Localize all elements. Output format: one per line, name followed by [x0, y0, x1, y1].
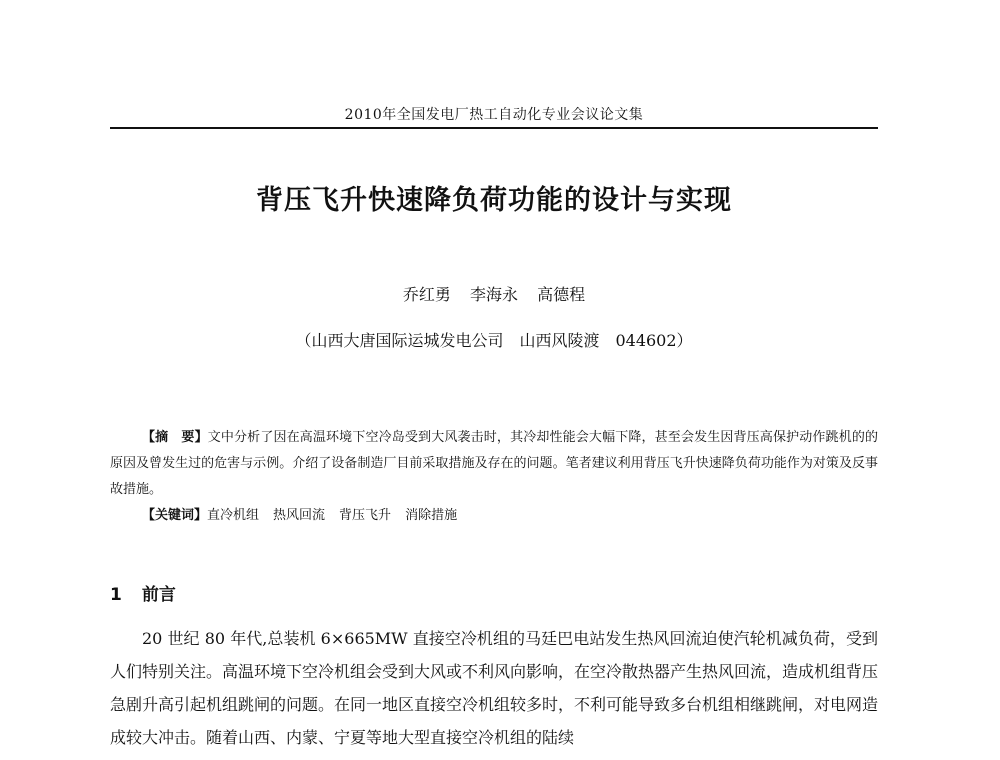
running-header: 2010年全国发电厂热工自动化专业会议论文集 — [344, 107, 644, 123]
keyword: 直冷机组 — [207, 508, 260, 523]
affiliation: （山西大唐国际运城发电公司 山西风陵渡 044602） — [295, 331, 693, 350]
author-list — [110, 282, 878, 305]
keyword: 消除措施 — [405, 508, 458, 523]
abstract-block — [110, 425, 878, 529]
keyword: 热风回流 — [273, 508, 326, 523]
paper-title: 背压飞升快速降负荷功能的设计与实现 — [256, 185, 732, 216]
abstract-text: 文中分析了因在高温环境下空冷岛受到大风袭击时，其冷却性能会大幅下降，甚至会发生因背压高保护动作跳机的的原因及曾发生过的危害与示例。介绍了设备制造厂目前采取措施及存在的问题。笔者建议利用背压飞升快速降负荷功能作为对策及反事故措施。 — [110, 430, 878, 497]
keywords-label: 【关键词】 — [142, 508, 208, 523]
section-number: 1 — [110, 585, 122, 605]
keywords — [110, 503, 878, 529]
author-name: 李海永 — [469, 285, 518, 304]
section-heading — [110, 580, 176, 605]
author-name: 高德程 — [537, 285, 586, 304]
author-name: 乔红勇 — [402, 285, 451, 304]
keyword: 背压飞升 — [339, 508, 392, 523]
abstract-label: 【摘 要】 — [142, 430, 208, 445]
body-paragraph: 20 世纪 80 年代,总装机 6×665MW 直接空冷机组的马廷巴电站发生热风回流迫使汽轮机减负荷，受到人们特别关注。高温环境下空冷机组会受到大风或不利风向影响，在空冷散热器产生热风回流，造成机组背压急剧升高引起机组跳闸的问题。在同一地区直接空冷机组较多时，不利可能导致多台机组相继跳闸，对电网造成较大冲击。随着山西、内蒙、宁夏等地大型直接空冷机组的陆续 — [110, 629, 879, 747]
abstract — [110, 425, 878, 503]
header-rule — [110, 127, 878, 129]
section-title: 前言 — [141, 585, 176, 605]
body-text — [110, 622, 878, 754]
